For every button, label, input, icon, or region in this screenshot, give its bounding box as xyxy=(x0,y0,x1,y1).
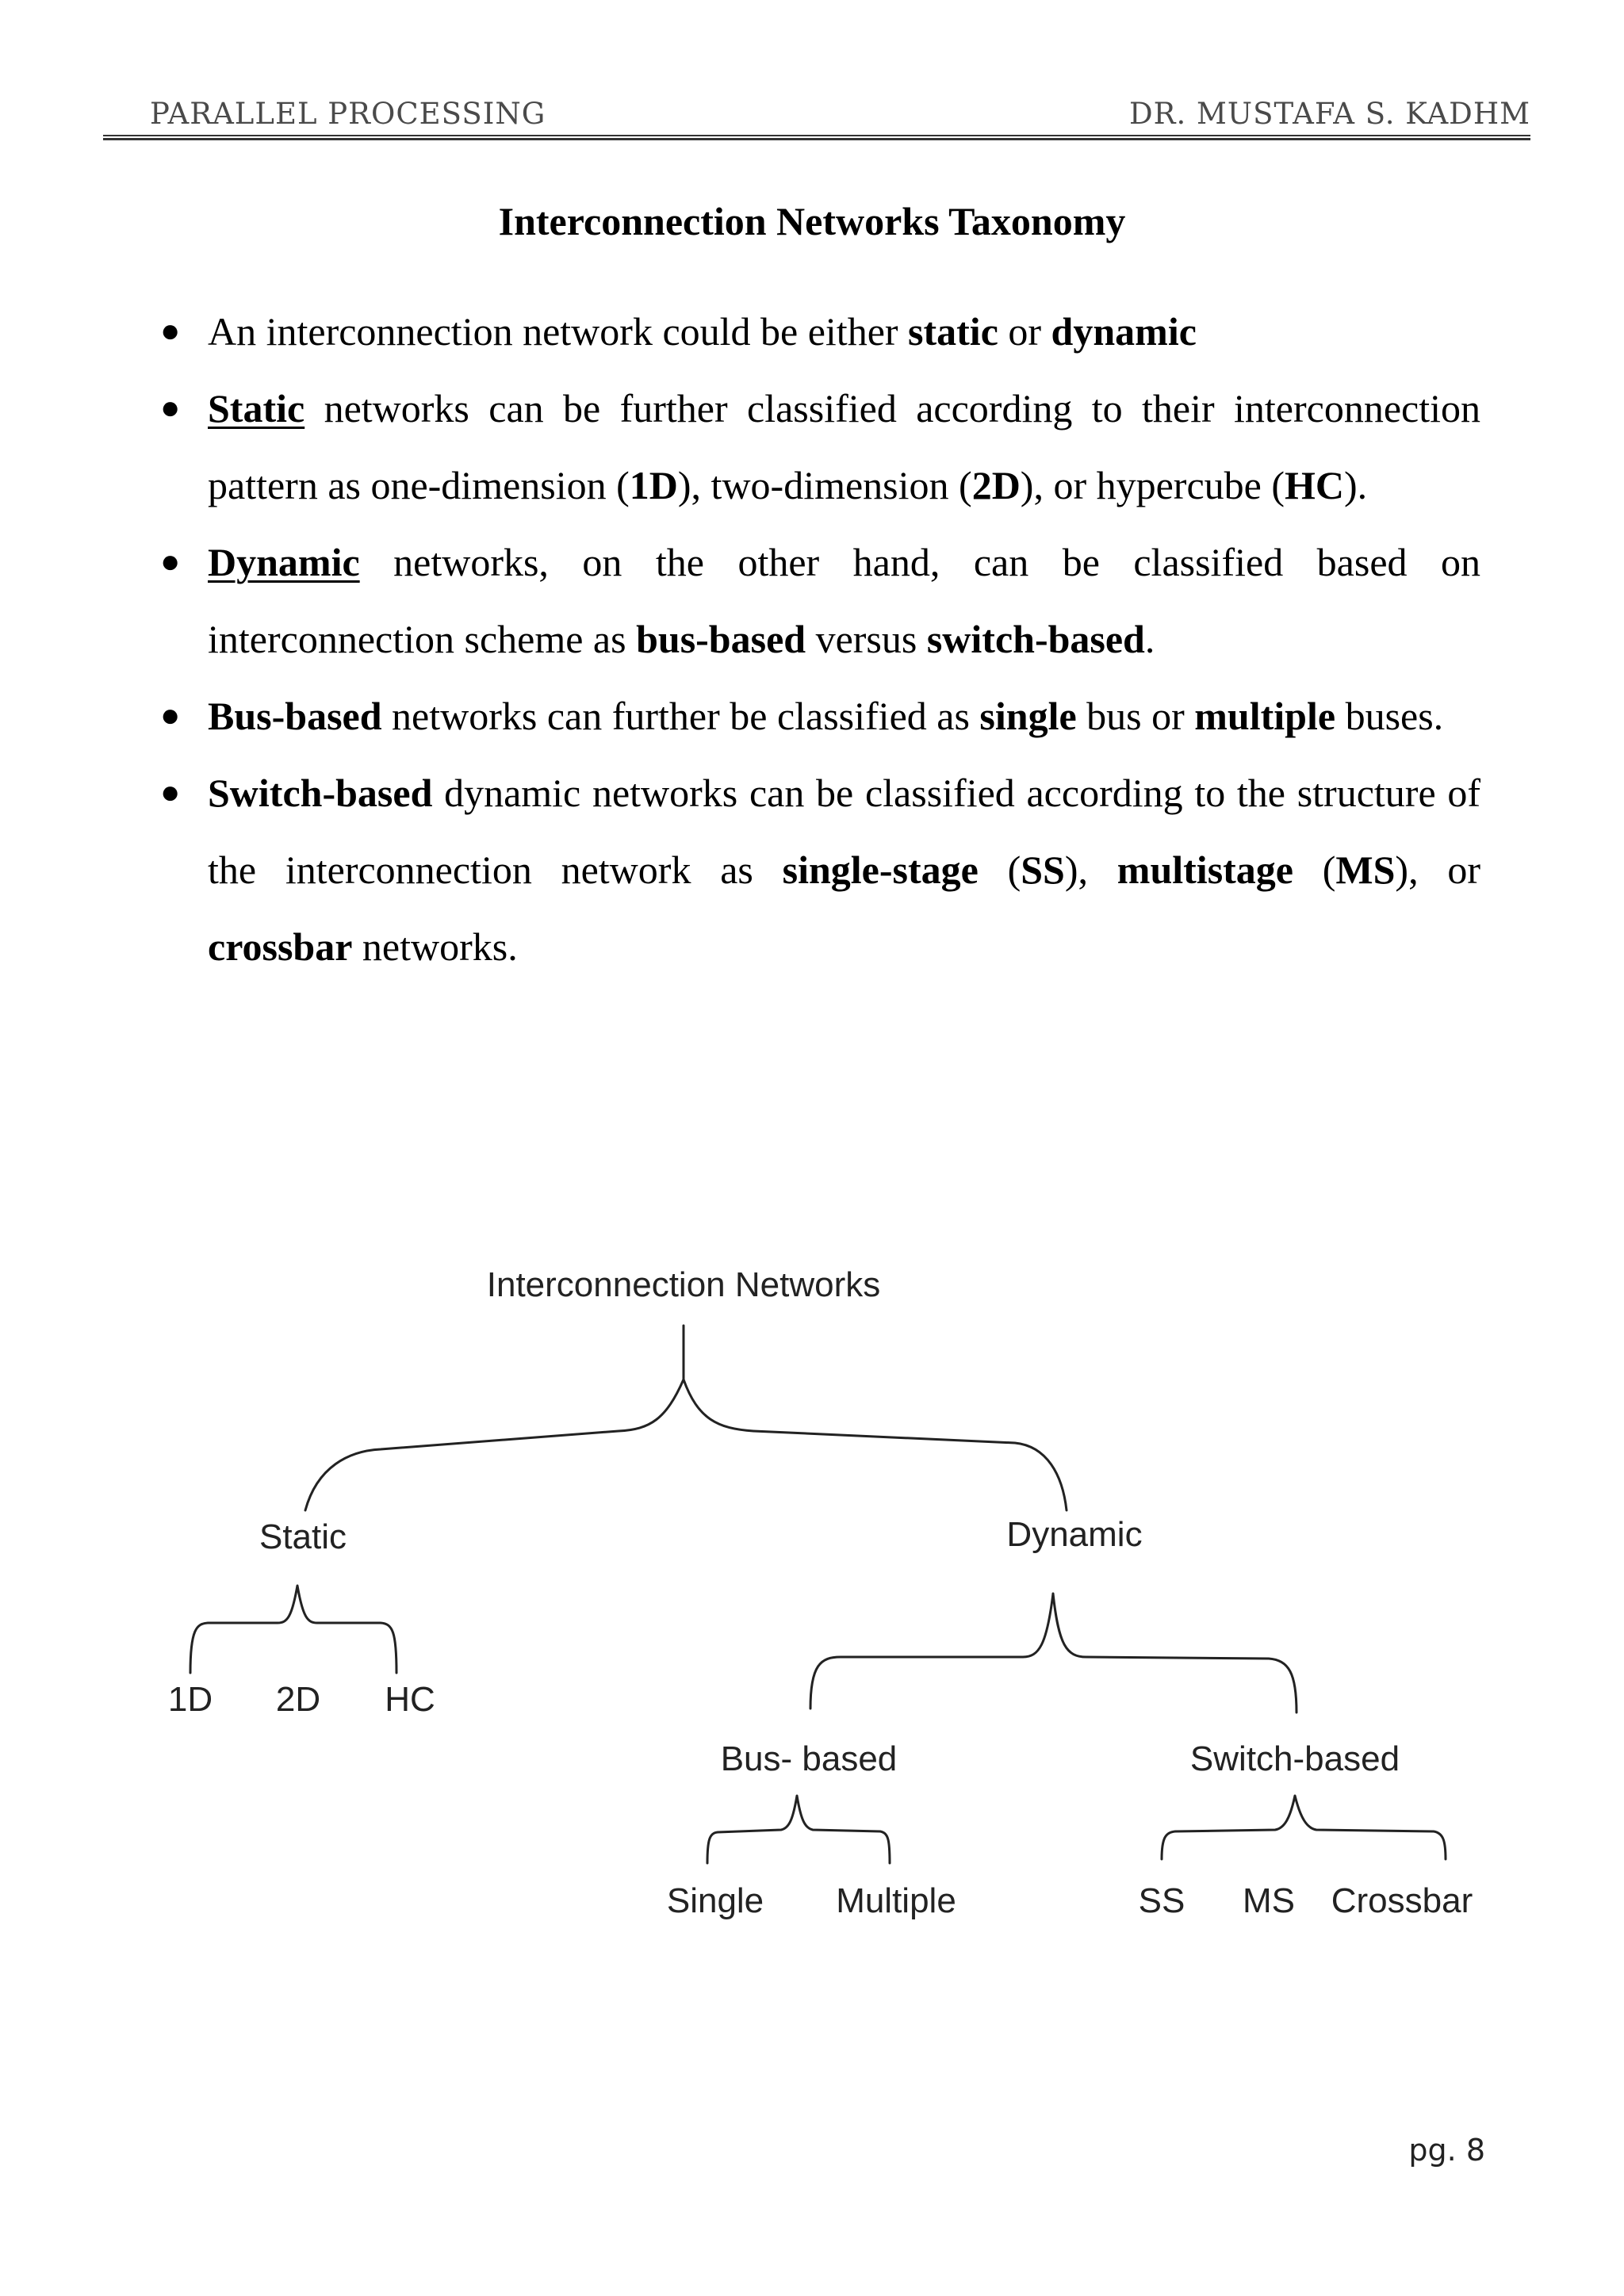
page-number: pg. 8 xyxy=(1408,2133,1485,2168)
bullet-text: bus or xyxy=(1076,694,1195,738)
bullet-text: ), two-dimension ( xyxy=(677,463,972,507)
bullet-keyword: Static xyxy=(208,386,305,430)
section-title: Interconnection Networks Taxonomy xyxy=(498,199,1126,243)
bullet-text: versus xyxy=(806,617,927,661)
bullet-text: buses. xyxy=(1335,694,1444,738)
bullet-text: ( xyxy=(978,848,1021,892)
bullet-dot-icon: ● xyxy=(160,775,181,811)
switch-based-brace xyxy=(1162,1796,1446,1859)
bullet-keyword: single xyxy=(979,694,1077,738)
bullet-text: ), xyxy=(1064,848,1117,892)
bullet-keyword: crossbar xyxy=(208,924,353,969)
bullet-text: or xyxy=(998,309,1051,354)
header-author: DR. MUSTAFA S. KADHM xyxy=(1128,97,1530,131)
bullet-keyword: multiple xyxy=(1194,694,1336,738)
static-brace xyxy=(190,1586,396,1673)
node-multiple: Multiple xyxy=(836,1881,956,1920)
bullet-text: ), or hypercube ( xyxy=(1020,463,1285,507)
node-ms: MS xyxy=(1243,1881,1295,1920)
node-2d: 2D xyxy=(275,1680,321,1719)
bullet-text: networks can be further classified according to their interconnection pattern as one-dimension ( xyxy=(208,386,1480,507)
root-brace xyxy=(305,1326,1067,1510)
node-hc: HC xyxy=(385,1680,435,1719)
bullet-dot-icon: ● xyxy=(160,313,181,350)
bullet-keyword: SS xyxy=(1021,848,1065,892)
dynamic-brace xyxy=(810,1594,1297,1712)
bullet-text: . xyxy=(1144,617,1155,661)
node-switch-based: Switch-based xyxy=(1189,1739,1400,1778)
bullet-keyword: Bus-based xyxy=(208,694,382,738)
bullet-keyword: HC xyxy=(1284,463,1344,507)
bullet-keyword: 2D xyxy=(971,463,1021,507)
bullet-keyword: single-stage xyxy=(782,848,979,892)
bullet-keyword: static xyxy=(908,309,998,354)
node-static: Static xyxy=(259,1517,347,1556)
bullet-keyword: multistage xyxy=(1116,848,1293,892)
bullet-dot-icon: ● xyxy=(160,698,181,734)
bullet-text: ( xyxy=(1293,848,1336,892)
bullet-keyword: Switch-based xyxy=(208,771,433,815)
bullet-text: ), or xyxy=(1395,848,1480,892)
bullet-text: networks, on the other hand, can be classified based on interconnection scheme as xyxy=(208,540,1480,661)
bullet-keyword: dynamic xyxy=(1051,309,1197,354)
bullet-keyword: bus-based xyxy=(636,617,806,661)
bullet-text: An interconnection network could be either xyxy=(208,309,909,354)
node-1d: 1D xyxy=(167,1680,213,1719)
bullet-text: networks can further be classified as xyxy=(381,694,980,738)
bullet-text: dynamic networks can be classified according to the structure of the interconnection network as xyxy=(208,771,1480,892)
bullet-dot-icon: ● xyxy=(160,544,181,580)
bullet-text: ). xyxy=(1343,463,1368,507)
header-course-title: PARALLEL PROCESSING xyxy=(150,97,546,131)
bullet-keyword: Dynamic xyxy=(208,540,360,584)
bullet-dot-icon: ● xyxy=(160,390,181,427)
node-ss: SS xyxy=(1138,1881,1185,1920)
node-crossbar: Crossbar xyxy=(1331,1881,1473,1920)
node-single: Single xyxy=(666,1881,764,1920)
bullet-keyword: 1D xyxy=(629,463,678,507)
node-dynamic: Dynamic xyxy=(1006,1515,1143,1554)
bullet-text: networks. xyxy=(352,924,518,969)
node-root: Interconnection Networks xyxy=(486,1265,881,1304)
bullet-keyword: switch-based xyxy=(926,617,1145,661)
bullet-keyword: MS xyxy=(1335,848,1396,892)
node-bus-based: Bus- based xyxy=(720,1739,898,1778)
bus-based-brace xyxy=(707,1796,890,1863)
